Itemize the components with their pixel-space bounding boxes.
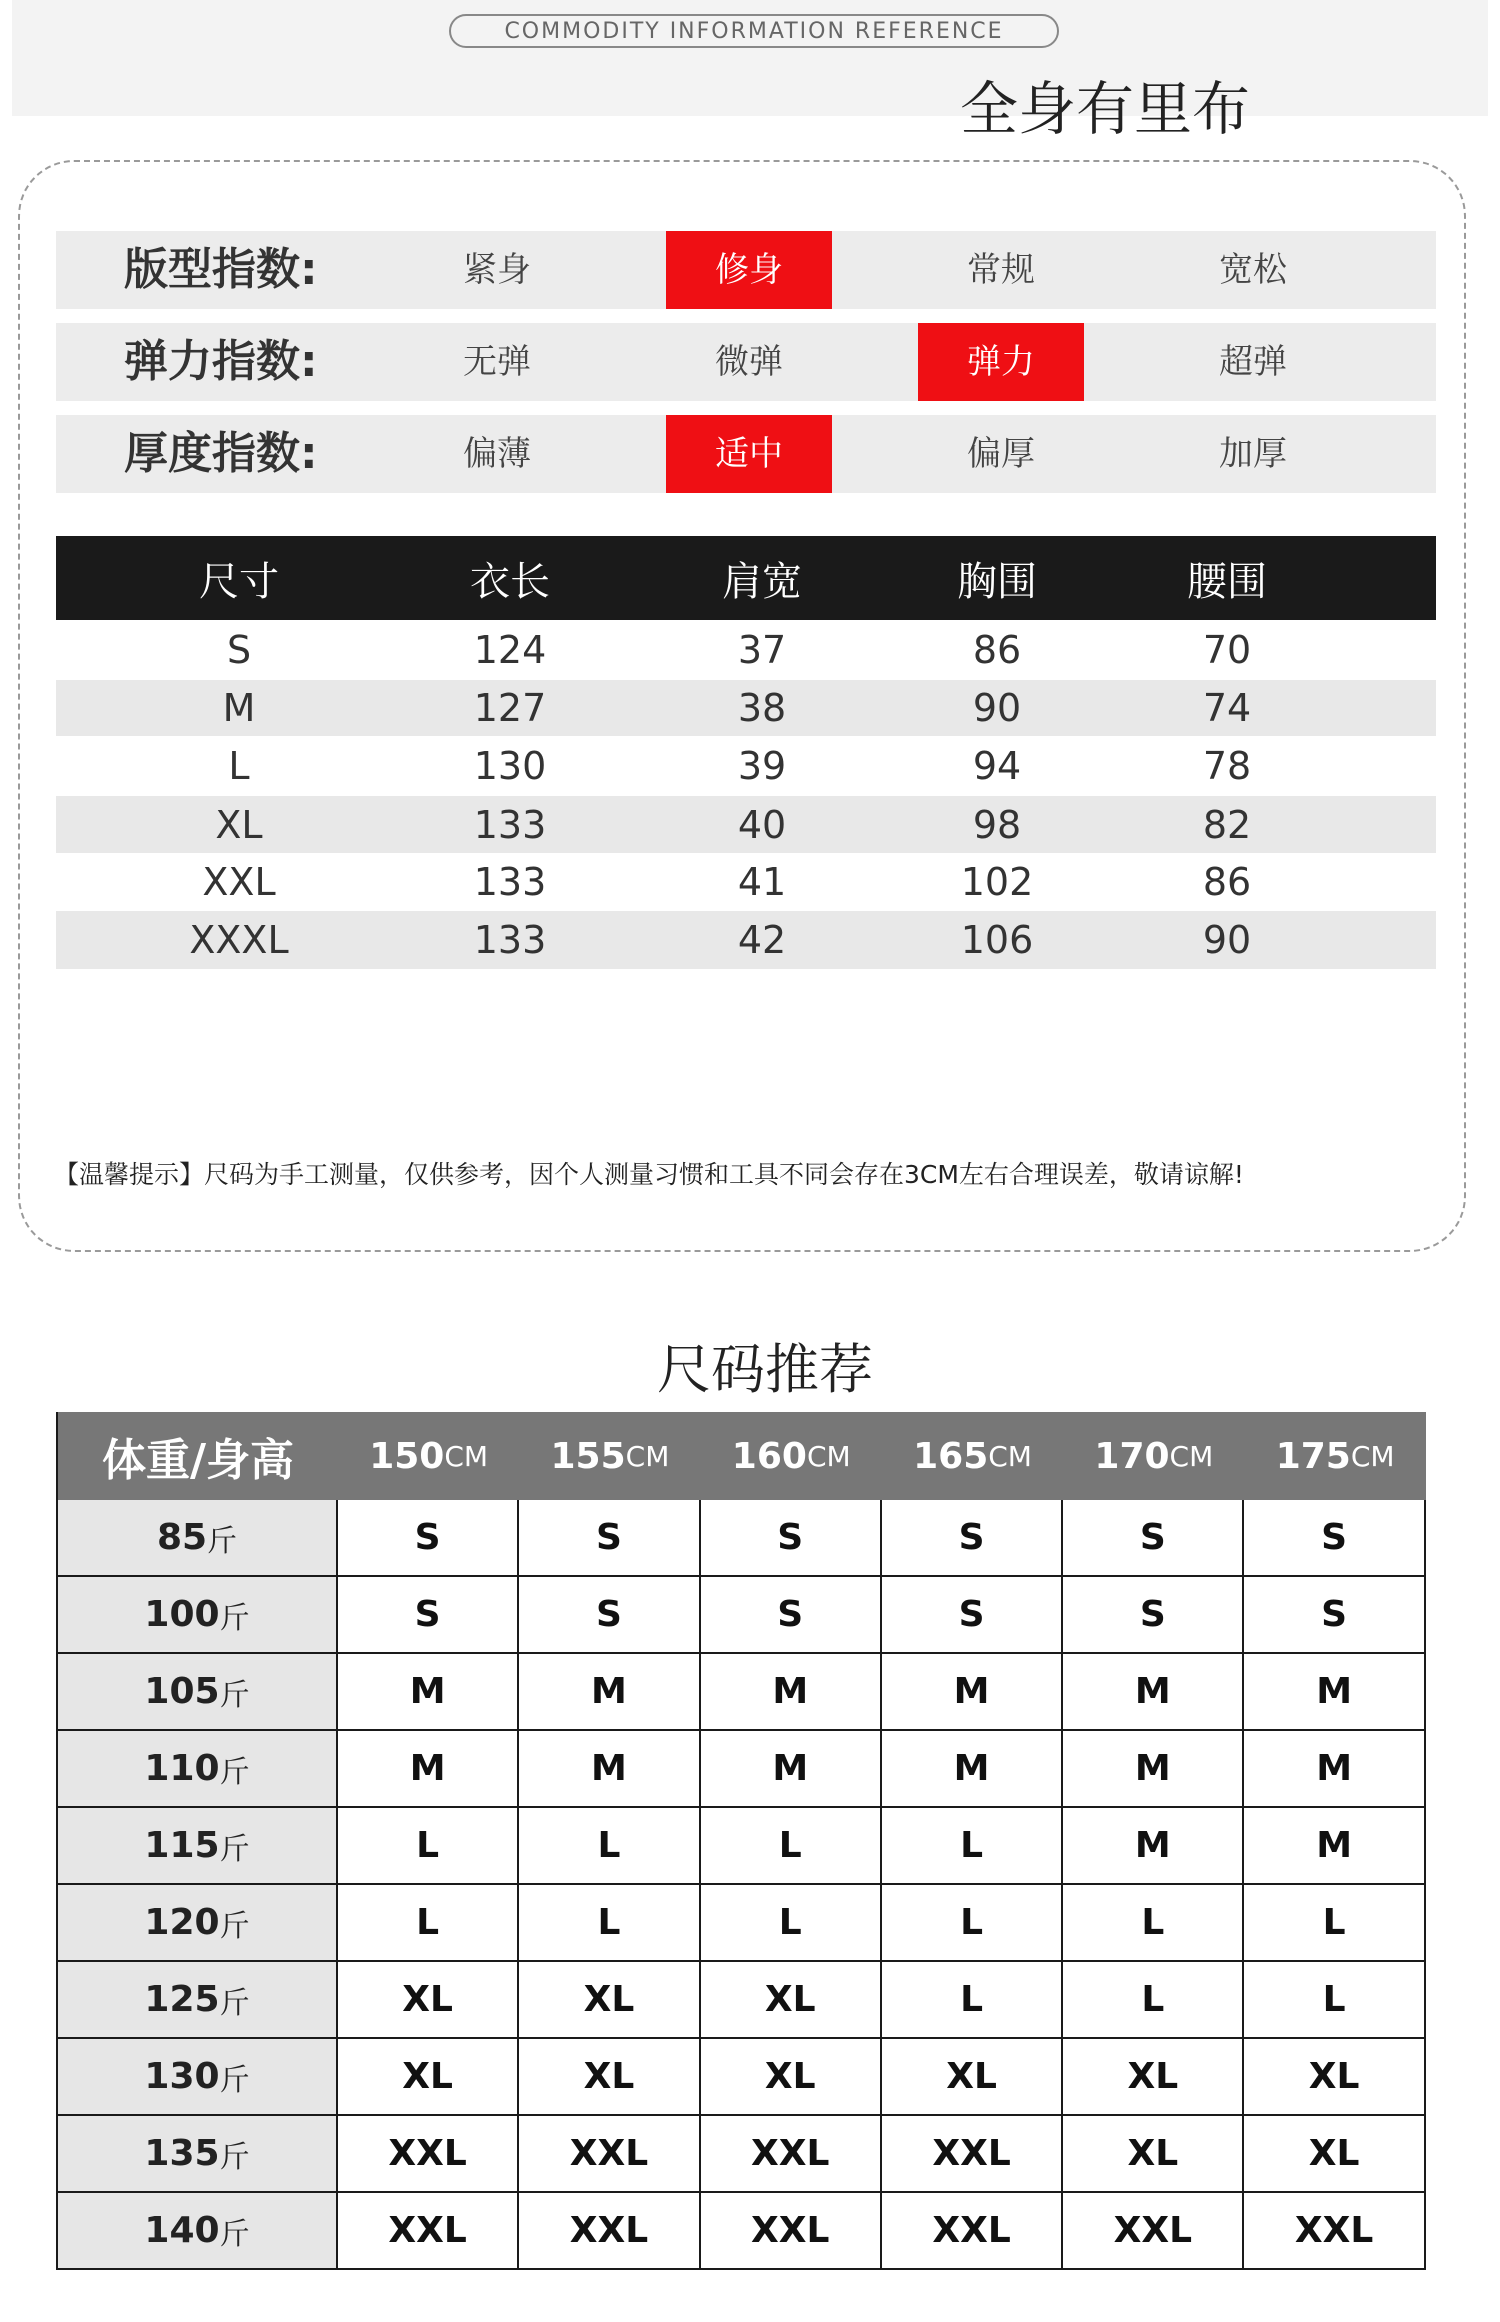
recommended-size-cell: L: [1063, 1885, 1244, 1960]
height-unit: CM: [988, 1439, 1032, 1473]
recommendation-row: [58, 1885, 1426, 1962]
recommended-size-cell: S: [338, 1500, 519, 1575]
recommendation-header-row: [58, 1412, 1426, 1500]
recommended-size-cell: L: [882, 1962, 1063, 2037]
recommended-size-cell: L: [1244, 1885, 1425, 1960]
thickness-index-label: 厚度指数:: [124, 428, 318, 479]
cell-waist: 86: [1202, 860, 1252, 904]
cell-size: L: [228, 744, 250, 788]
measurement-row: [56, 911, 1436, 969]
recommended-size-cell: M: [882, 1654, 1063, 1729]
weight-unit: 斤: [207, 1523, 238, 1559]
recommended-size-cell: XXL: [701, 2193, 882, 2268]
cell-waist: 82: [1202, 802, 1252, 847]
height-column-header: [1063, 1412, 1244, 1500]
cell-shoulder: 42: [737, 918, 787, 962]
weight-value: 115: [144, 1825, 220, 1866]
recommended-size-cell: M: [1244, 1731, 1425, 1806]
weight-cell: [58, 1962, 338, 2037]
recommended-size-cell: M: [1063, 1808, 1244, 1883]
elasticity-option: 弹力: [918, 323, 1084, 401]
cell-length: 133: [473, 918, 547, 962]
recommended-size-cell: XL: [701, 1962, 882, 2037]
cell-waist: 70: [1202, 628, 1252, 672]
recommendation-row: [58, 2039, 1426, 2116]
thickness-option: 适中: [666, 415, 832, 493]
recommended-size-cell: M: [519, 1654, 700, 1729]
weight-unit: 斤: [219, 1831, 250, 1867]
recommended-size-cell: L: [882, 1885, 1063, 1960]
header-shoulder: 肩宽: [722, 558, 802, 605]
recommended-size-cell: L: [701, 1885, 882, 1960]
weight-value: 135: [144, 2133, 220, 2174]
recommended-size-cell: L: [1063, 1962, 1244, 2037]
measurement-header-row: [56, 536, 1436, 620]
size-recommendation-table: [56, 1412, 1426, 2270]
elasticity-option: 超弹: [1219, 342, 1287, 382]
height-value: 150: [369, 1435, 445, 1477]
measurement-row: [56, 736, 1436, 796]
measurement-row: [56, 680, 1436, 736]
cell-length: 133: [473, 802, 547, 847]
recommended-size-cell: XL: [338, 2039, 519, 2114]
recommended-size-cell: M: [338, 1731, 519, 1806]
recommended-size-cell: XXL: [882, 2116, 1063, 2191]
measurement-row: [56, 853, 1436, 911]
cell-size: S: [226, 628, 252, 672]
cell-chest: 94: [972, 744, 1022, 788]
recommended-size-cell: S: [701, 1577, 882, 1652]
recommendation-row: [58, 1654, 1426, 1731]
recommended-size-cell: S: [519, 1500, 700, 1575]
weight-value: 110: [144, 1748, 220, 1789]
elasticity-index-row: [56, 323, 1436, 401]
recommended-size-cell: M: [338, 1654, 519, 1729]
recommended-size-cell: XXL: [519, 2116, 700, 2191]
cell-length: 130: [473, 744, 547, 788]
recommended-size-cell: XXL: [519, 2193, 700, 2268]
weight-unit: 斤: [219, 1600, 250, 1636]
cell-length: 124: [473, 628, 547, 672]
recommended-size-cell: S: [338, 1577, 519, 1652]
recommendation-row: [58, 1962, 1426, 2039]
elasticity-index-label: 弹力指数:: [124, 336, 318, 387]
recommended-size-cell: M: [882, 1731, 1063, 1806]
height-value: 170: [1094, 1435, 1170, 1477]
recommended-size-cell: XL: [1063, 2116, 1244, 2191]
weight-cell: [58, 1654, 338, 1729]
cell-size: XXL: [202, 860, 276, 904]
weight-unit: 斤: [219, 1908, 250, 1944]
height-column-header: [338, 1412, 519, 1500]
cell-size: M: [222, 686, 256, 730]
recommendation-row: [58, 1577, 1426, 1654]
cell-chest: 102: [960, 860, 1034, 904]
recommended-size-cell: S: [882, 1577, 1063, 1652]
recommended-size-cell: L: [519, 1808, 700, 1883]
cell-length: 133: [473, 860, 547, 904]
recommended-size-cell: S: [1244, 1500, 1425, 1575]
fit-index-row: [56, 231, 1436, 309]
recommended-size-cell: XXL: [882, 2193, 1063, 2268]
recommended-size-cell: M: [519, 1731, 700, 1806]
height-unit: CM: [625, 1439, 670, 1473]
weight-cell: [58, 1731, 338, 1806]
cell-chest: 90: [972, 686, 1022, 730]
recommended-size-cell: XL: [882, 2039, 1063, 2114]
recommended-size-cell: XXL: [701, 2116, 882, 2191]
height-unit: CM: [444, 1439, 489, 1473]
recommended-size-cell: S: [882, 1500, 1063, 1575]
cell-chest: 98: [972, 802, 1022, 847]
weight-cell: [58, 2116, 338, 2191]
weight-unit: 斤: [219, 1985, 250, 2021]
thickness-option: 加厚: [1219, 434, 1287, 474]
height-column-header: [882, 1412, 1063, 1500]
recommended-size-cell: XL: [701, 2039, 882, 2114]
recommendation-title: 尺码推荐: [657, 1338, 873, 1401]
header-waist: 腰围: [1187, 558, 1267, 605]
height-column-header: [519, 1412, 700, 1500]
height-unit: CM: [806, 1439, 851, 1473]
recommended-size-cell: XL: [1244, 2116, 1425, 2191]
fit-option: 修身: [666, 231, 832, 309]
header-chest: 胸围: [957, 558, 1037, 605]
recommended-size-cell: XXL: [1244, 2193, 1425, 2268]
weight-cell: [58, 1577, 338, 1652]
recommended-size-cell: XL: [519, 1962, 700, 2037]
recommended-size-cell: XL: [1244, 2039, 1425, 2114]
cell-shoulder: 40: [737, 802, 787, 847]
weight-value: 140: [144, 2210, 220, 2251]
recommended-size-cell: XXL: [338, 2116, 519, 2191]
weight-cell: [58, 1500, 338, 1575]
weight-unit: 斤: [219, 1677, 250, 1713]
recommended-size-cell: S: [701, 1500, 882, 1575]
recommended-size-cell: M: [701, 1654, 882, 1729]
height-value: 160: [731, 1435, 807, 1477]
weight-value: 100: [144, 1594, 220, 1635]
fit-option: 宽松: [1219, 250, 1287, 290]
recommended-size-cell: L: [338, 1885, 519, 1960]
recommended-size-cell: L: [338, 1808, 519, 1883]
weight-cell: [58, 1885, 338, 1960]
weight-unit: 斤: [219, 2062, 250, 2098]
recommendation-row: [58, 1808, 1426, 1885]
thickness-option: 偏厚: [967, 434, 1035, 474]
recommended-size-cell: L: [882, 1808, 1063, 1883]
recommended-size-cell: M: [1063, 1731, 1244, 1806]
height-column-header: [701, 1412, 882, 1500]
header-size: 尺寸: [199, 558, 279, 605]
header-banner: [449, 14, 1059, 48]
recommended-size-cell: L: [1244, 1962, 1425, 2037]
measurement-row: [56, 796, 1436, 853]
recommended-size-cell: M: [701, 1731, 882, 1806]
cell-waist: 74: [1202, 686, 1252, 730]
cell-waist: 90: [1202, 918, 1252, 962]
tip-text: 【温馨提示】尺码为手工测量，仅供参考，因个人测量习惯和工具不同会存在3CM左右合理误差，敬请谅解!: [54, 1160, 1244, 1189]
measurement-row: [56, 620, 1436, 680]
cell-length: 127: [473, 686, 547, 730]
fit-option: 紧身: [463, 250, 531, 290]
weight-height-corner: 体重/身高: [101, 1435, 295, 1486]
recommended-size-cell: L: [701, 1808, 882, 1883]
recommendation-row: [58, 2116, 1426, 2193]
weight-value: 105: [144, 1671, 220, 1712]
cell-waist: 78: [1202, 744, 1252, 788]
recommended-size-cell: M: [1063, 1654, 1244, 1729]
recommended-size-cell: XL: [1063, 2039, 1244, 2114]
header-length: 衣长: [470, 558, 550, 605]
cell-chest: 106: [960, 918, 1034, 962]
height-value: 175: [1275, 1435, 1351, 1477]
height-value: 165: [913, 1435, 989, 1477]
recommended-size-cell: M: [1244, 1654, 1425, 1729]
recommended-size-cell: S: [1244, 1577, 1425, 1652]
weight-unit: 斤: [219, 2216, 250, 2252]
cell-shoulder: 41: [737, 860, 787, 904]
weight-value: 120: [144, 1902, 220, 1943]
recommended-size-cell: S: [1063, 1577, 1244, 1652]
recommended-size-cell: L: [519, 1885, 700, 1960]
recommended-size-cell: XXL: [338, 2193, 519, 2268]
cell-chest: 86: [972, 628, 1022, 672]
cell-shoulder: 39: [737, 744, 787, 788]
size-measurement-table: [56, 536, 1436, 969]
cell-size: XXXL: [189, 918, 289, 962]
thickness-option: 偏薄: [463, 434, 531, 474]
weight-value: 130: [144, 2056, 220, 2097]
recommended-size-cell: S: [519, 1577, 700, 1652]
weight-unit: 斤: [219, 2139, 250, 2175]
recommended-size-cell: XL: [338, 1962, 519, 2037]
weight-unit: 斤: [219, 1754, 250, 1790]
thickness-index-row: [56, 415, 1436, 493]
elasticity-option: 无弹: [463, 342, 531, 382]
recommendation-row: [58, 2193, 1426, 2270]
cell-shoulder: 38: [737, 686, 787, 730]
fit-index-label: 版型指数:: [124, 244, 318, 295]
weight-cell: [58, 2193, 338, 2268]
height-value: 155: [550, 1435, 626, 1477]
recommended-size-cell: S: [1063, 1500, 1244, 1575]
weight-cell: [58, 2039, 338, 2114]
height-unit: CM: [1350, 1439, 1395, 1473]
recommendation-row: [58, 1731, 1426, 1808]
recommended-size-cell: XXL: [1063, 2193, 1244, 2268]
weight-value: 85: [156, 1517, 208, 1558]
cell-size: XL: [215, 802, 263, 847]
recommendation-row: [58, 1500, 1426, 1577]
recommended-size-cell: XL: [519, 2039, 700, 2114]
elasticity-option: 微弹: [715, 342, 783, 382]
lining-note: 全身有里布: [960, 75, 1251, 143]
cell-shoulder: 37: [737, 628, 787, 672]
height-column-header: [1244, 1412, 1425, 1500]
weight-value: 125: [144, 1979, 220, 2020]
recommended-size-cell: M: [1244, 1808, 1425, 1883]
fit-option: 常规: [967, 250, 1035, 290]
weight-cell: [58, 1808, 338, 1883]
height-unit: CM: [1169, 1439, 1214, 1473]
header-banner-text: COMMODITY INFORMATION REFERENCE: [492, 19, 1015, 44]
